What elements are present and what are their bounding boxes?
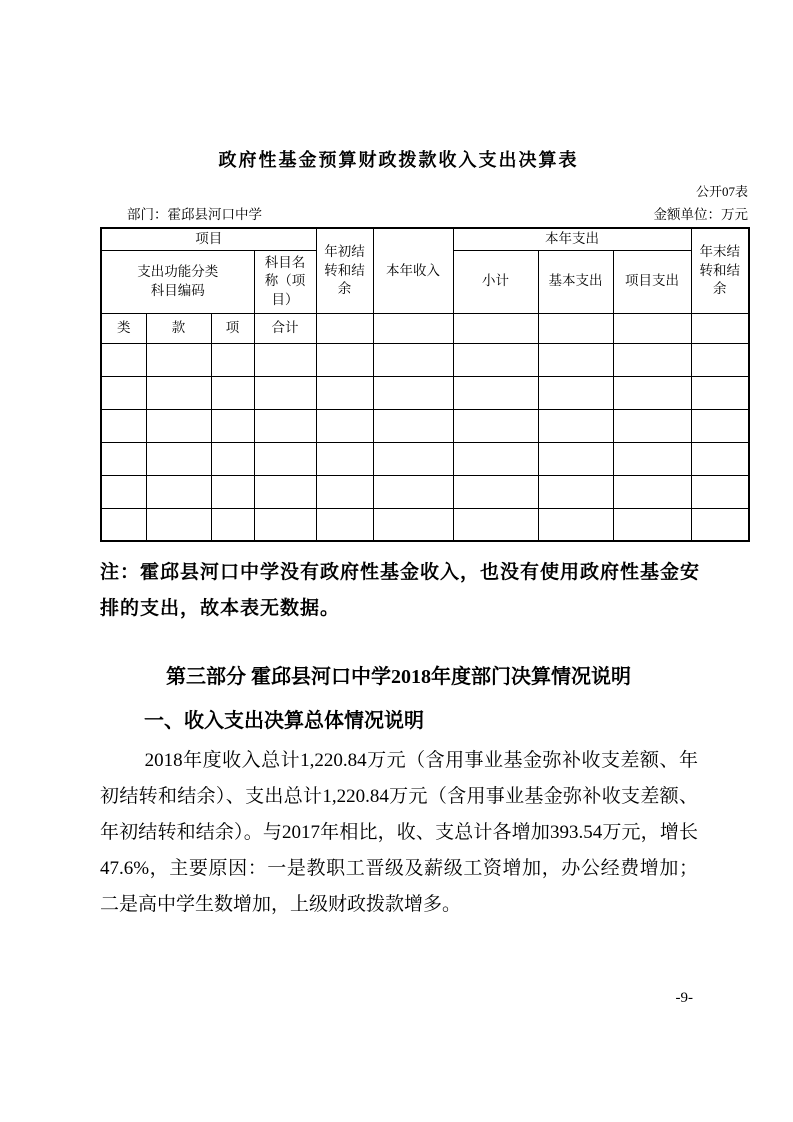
empty-cell [538, 508, 613, 541]
year-income-header-cell: 本年收入 [373, 228, 453, 313]
empty-cell [211, 376, 254, 409]
empty-cell [101, 442, 146, 475]
empty-cell [453, 343, 538, 376]
func-code-label: 支出功能分类科目编码 [137, 264, 219, 298]
empty-cell [146, 409, 211, 442]
empty-cell [316, 508, 373, 541]
empty-cell [211, 442, 254, 475]
part3-heading: 第三部分 霍邱县河口中学2018年度部门决算情况说明 [166, 666, 631, 688]
empty-cell [373, 442, 453, 475]
empty-cell [373, 313, 453, 343]
empty-cell [211, 409, 254, 442]
empty-cell [316, 475, 373, 508]
unit-label: 金额单位：万元 [653, 207, 748, 222]
empty-cell [453, 376, 538, 409]
subject-name-label: 科目名称（项目） [264, 255, 306, 307]
project-expense-header-cell: 项目支出 [613, 250, 691, 313]
empty-cell [538, 475, 613, 508]
empty-cell [146, 343, 211, 376]
empty-cell [613, 376, 691, 409]
summary-paragraph: 2018年度收入总计1,220.84万元（含用事业基金弥补收支差额、年初结转和结余）、支出总计1,220.84万元（含用事业基金弥补收支差额、年初结转和结余）。与2017年相比，收、支总计各增加393.54万元，增长47.6%，主要原因：一是教职工晋级及薪级工资增加，办公经费增加；二是高中学生数增加，上级财政拨款增多。 [100, 750, 698, 915]
empty-cell [373, 409, 453, 442]
empty-cell [211, 475, 254, 508]
empty-cell [538, 313, 613, 343]
empty-cell [691, 508, 749, 541]
section-header-cell: 款 [146, 313, 211, 343]
page-title: 政府性基金预算财政拨款收入支出决算表 [218, 150, 579, 170]
empty-cell [691, 343, 749, 376]
empty-cell [254, 343, 316, 376]
table-subheader-row [101, 313, 749, 343]
empty-cell [691, 475, 749, 508]
table-note: 注：霍邱县河口中学没有政府性基金收入，也没有使用政府性基金安排的支出，故本表无数据。 [100, 562, 701, 619]
empty-cell [316, 313, 373, 343]
empty-cell [146, 475, 211, 508]
empty-cell [538, 409, 613, 442]
empty-cell [373, 508, 453, 541]
empty-cell [146, 442, 211, 475]
empty-data-row [101, 376, 749, 409]
empty-cell [453, 442, 538, 475]
empty-cell [613, 409, 691, 442]
empty-data-row [101, 475, 749, 508]
empty-cell [316, 376, 373, 409]
empty-cell [101, 409, 146, 442]
empty-cell [691, 442, 749, 475]
empty-cell [613, 475, 691, 508]
empty-cell [254, 475, 316, 508]
empty-data-row [101, 442, 749, 475]
subject-name-header-cell [254, 250, 316, 313]
year-expense-header-cell: 本年支出 [453, 228, 691, 250]
empty-cell [101, 508, 146, 541]
project-header-cell: 项目 [101, 228, 316, 250]
empty-cell [211, 508, 254, 541]
empty-cell [146, 508, 211, 541]
empty-cell [254, 442, 316, 475]
subtotal-header-cell: 小计 [453, 250, 538, 313]
empty-cell [101, 376, 146, 409]
empty-cell [453, 409, 538, 442]
empty-cell [316, 409, 373, 442]
empty-data-row [101, 343, 749, 376]
department-label: 部门：霍邱县河口中学 [127, 207, 262, 222]
empty-cell [691, 313, 749, 343]
empty-cell [453, 475, 538, 508]
empty-cell [453, 313, 538, 343]
empty-data-row [101, 409, 749, 442]
func-code-header-cell [101, 250, 254, 313]
page-number: -9- [675, 990, 693, 1006]
empty-cell [613, 508, 691, 541]
empty-cell [254, 508, 316, 541]
empty-cell [453, 508, 538, 541]
empty-cell [691, 376, 749, 409]
section1-heading: 一、收入支出决算总体情况说明 [144, 710, 424, 732]
empty-cell [538, 376, 613, 409]
table-meta-row [100, 203, 748, 223]
item-header-cell: 项 [211, 313, 254, 343]
empty-cell [373, 376, 453, 409]
empty-cell [538, 343, 613, 376]
empty-cell [613, 313, 691, 343]
table-header-row-1 [101, 228, 749, 250]
empty-cell [254, 376, 316, 409]
empty-cell [613, 442, 691, 475]
empty-cell [373, 343, 453, 376]
empty-data-row [101, 508, 749, 541]
begin-balance-header-cell [316, 228, 373, 313]
basic-expense-header-cell: 基本支出 [538, 250, 613, 313]
empty-cell [101, 343, 146, 376]
end-balance-label: 年末结转和结余 [699, 244, 741, 296]
empty-cell [316, 343, 373, 376]
empty-cell [613, 343, 691, 376]
empty-cell [691, 409, 749, 442]
empty-cell [254, 409, 316, 442]
table-code: 公开07表 [695, 184, 748, 199]
end-balance-header-cell [691, 228, 749, 313]
total-row-label-cell: 合计 [254, 313, 316, 343]
empty-cell [211, 343, 254, 376]
fund-budget-table [100, 227, 750, 542]
empty-cell [373, 475, 453, 508]
empty-cell [538, 442, 613, 475]
empty-cell [316, 442, 373, 475]
empty-cell [146, 376, 211, 409]
empty-cell [101, 475, 146, 508]
begin-balance-label: 年初结转和结余 [324, 244, 365, 296]
class-header-cell: 类 [101, 313, 146, 343]
